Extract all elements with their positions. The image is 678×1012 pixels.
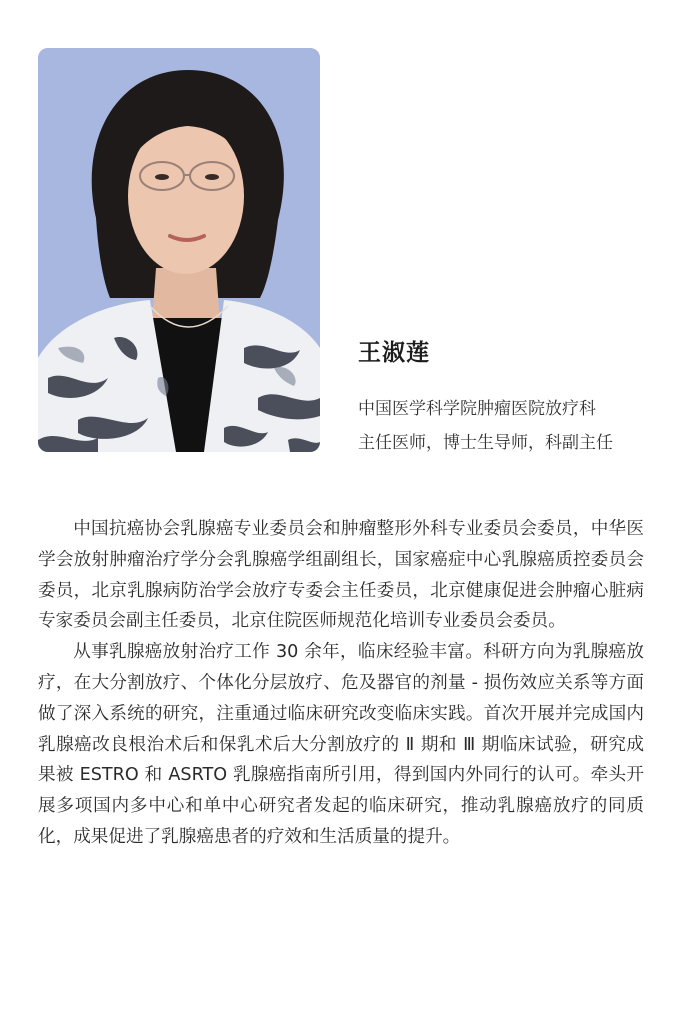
bio-paragraph-research: 从事乳腺癌放射治疗工作 30 余年，临床经验丰富。科研方向为乳腺癌放疗，在大分割放疗、个体化分层放疗、危及器官的剂量 - 损伤效应关系等方面做了深入系统的研究，注重通过临床研究改变临床实践。首次开展并完成国内乳腺癌改良根治术后和保乳术后大分割放疗的 Ⅱ 期和 Ⅲ 期临床试验，研究成果被 ESTRO 和 ASRTO 乳腺癌指南所引用，得到国内外同行的认可。牵头开展多项国内多中心和单中心研究者发起的临床研究，推动乳腺癌放疗的同质化，成果促进了乳腺癌患者的疗效和生活质量的提升。	[38, 642, 644, 847]
person-affiliation: 中国医学科学院肿瘤医院放疗科	[358, 399, 596, 419]
person-positions: 主任医师，博士生导师，科副主任	[358, 433, 613, 453]
person-name: 王淑莲	[358, 340, 430, 366]
biography	[38, 514, 644, 853]
bio-paragraph-memberships: 中国抗癌协会乳腺癌专业委员会和肿瘤整形外科专业委员会委员，中华医学会放射肿瘤治疗学分会乳腺癌学组副组长，国家癌症中心乳腺癌质控委员会委员，北京乳腺病防治学会放疗专委会主任委员，北京健康促进会肿瘤心脏病专家委员会副主任委员，北京住院医师规范化培训专业委员会委员。	[38, 519, 644, 632]
portrait-photo	[38, 48, 320, 452]
